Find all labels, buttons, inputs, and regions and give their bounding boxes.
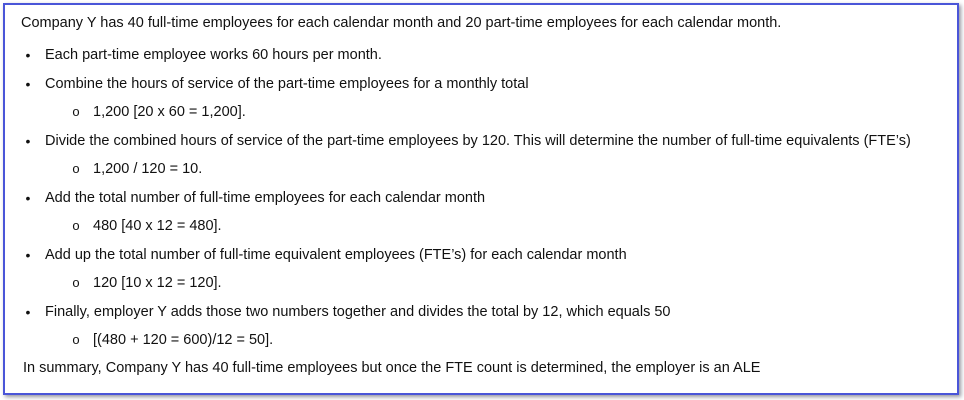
bullet-icon: • (25, 190, 31, 206)
circle-bullet-icon: o (72, 332, 80, 347)
intro-paragraph: Company Y has 40 full-time employees for each calendar month and 20 part-time employees for each calendar month. (21, 15, 782, 31)
bullet-icon: • (25, 247, 31, 263)
circle-bullet-icon: o (72, 275, 80, 290)
circle-bullet-icon: o (72, 104, 80, 119)
circle-bullet-icon: o (72, 218, 80, 233)
document-frame (3, 3, 959, 395)
list-item-text: Combine the hours of service of the part-time employees for a monthly total (45, 76, 529, 92)
sub-list-item-text: 120 [10 x 12 = 120]. (93, 275, 222, 291)
bullet-icon: • (25, 76, 31, 92)
list-item-text: Add the total number of full-time employees for each calendar month (45, 190, 486, 206)
bullet-icon: • (25, 133, 31, 149)
list-item-text: Each part-time employee works 60 hours per month. (45, 47, 382, 63)
circle-bullet-icon: o (72, 161, 80, 176)
list-item-text: Divide the combined hours of service of the part-time employees by 120. This will determine the number of full-time equivalents (FTE’s) (45, 133, 911, 149)
sub-list-item-text: 1,200 / 120 = 10. (93, 161, 203, 177)
sub-list-item-text: [(480 + 120 = 600)/12 = 50]. (93, 332, 274, 348)
bullet-icon: • (25, 304, 31, 320)
list-item-text: Add up the total number of full-time equivalent employees (FTE’s) for each calendar month (45, 247, 627, 263)
sub-list-item-text: 1,200 [20 x 60 = 1,200]. (93, 104, 246, 120)
summary-paragraph: In summary, Company Y has 40 full-time employees but once the FTE count is determined, the employer is an ALE (23, 360, 761, 376)
list-item-text: Finally, employer Y adds those two numbers together and divides the total by 12, which equals 50 (45, 304, 671, 320)
sub-list-item-text: 480 [40 x 12 = 480]. (93, 218, 222, 234)
bullet-icon: • (25, 47, 31, 63)
